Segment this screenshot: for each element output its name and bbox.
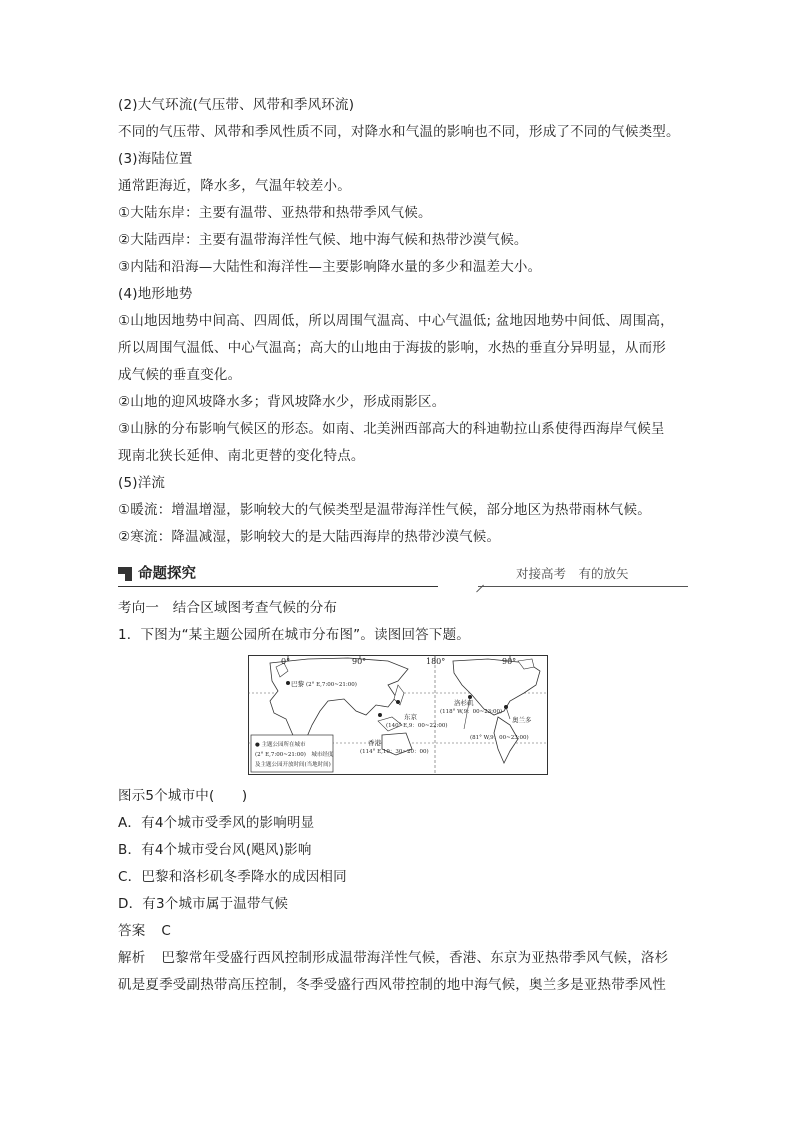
lon-label: 0° [281, 657, 291, 666]
map-svg [248, 655, 548, 775]
analysis-text-continued: 矶是夏季受副热带高压控制，冬季受盛行西风带控制的地中海气候，奥兰多是亚热带季风性 [118, 977, 666, 993]
lon-label: 90° [352, 657, 367, 666]
heading-land-sea-position: (3)海陆位置 [118, 151, 193, 167]
paragraph-line: 现南北狭长延伸、南北更替的变化特点。 [118, 448, 365, 464]
analysis-text: 巴黎常年受盛行西风控制形成温带海洋性气候，香港、东京为亚热带季风气候，洛杉 [161, 950, 669, 966]
section-rule-right [478, 586, 688, 587]
paragraph-line: ②寒流：降温减湿，影响较大的是大陆西海岸的热带沙漠气候。 [118, 529, 501, 545]
option-a: A．有4个城市受季风的影响明显 [118, 815, 315, 831]
question-text: 1．下图为“某主题公园所在城市分布图”。读图回答下题。 [118, 627, 470, 643]
section-tagline: 对接高考 有的放矢 [516, 566, 629, 581]
topic-heading: 考向一 结合区域图考查气候的分布 [118, 600, 338, 616]
analysis-label: 解析 [118, 950, 146, 966]
paragraph-line: ③内陆和沿海—大陆性和海洋性—主要影响降水量的多少和温差大小。 [118, 259, 542, 275]
paragraph-line: ②山地的迎风坡降水多；背风坡降水少，形成雨影区。 [118, 394, 446, 410]
paragraph-line: ①山地因地势中间高、四周低，所以周围气温高、中心气温低; 盆地因地势中间低、周围高， [118, 313, 674, 329]
paragraph-line: ①暖流：增温增湿，影响较大的气候类型是温带海洋性气候，部分地区为热带雨林气候。 [118, 502, 651, 518]
paragraph-line: 不同的气压带、风带和季风性质不同，对降水和气温的影响也不同，形成了不同的气候类型。 [118, 124, 680, 140]
option-d: D．有3个城市属于温带气候 [118, 896, 289, 912]
section-rule [118, 586, 438, 587]
answer-label: 答案 [118, 923, 146, 939]
section-title: 命题探究 [138, 566, 196, 582]
answer-value: C [161, 923, 172, 939]
paragraph-line: ③山脉的分布影响气候区的形态。如南、北美洲西部高大的科迪勒拉山系使得西海岸气候呈 [118, 421, 665, 437]
city-name: 东京 [404, 713, 417, 721]
legend-line: (2° E,7:00~21:00) 城市经度 [255, 752, 334, 758]
lon-label: 180° [426, 657, 446, 666]
text-block-climate-factors [118, 92, 688, 551]
question-stem: 图示5个城市中( ) [118, 788, 248, 804]
city-info: (81° W,9：00~23:00) [470, 735, 529, 741]
option-c: C．巴黎和洛杉矶冬季降水的成因相同 [118, 869, 347, 885]
answer-row [118, 918, 688, 945]
section-header [118, 559, 688, 589]
lon-label: 90° [502, 657, 517, 666]
city-distribution-map [248, 655, 548, 775]
city-name: 奥兰多 [512, 716, 532, 724]
section-mark-icon [118, 567, 132, 581]
city-info: (114° E,10：30~20：00) [360, 749, 429, 755]
legend-line: 及主题公园开放时间(当地时间) [255, 762, 331, 768]
city-info: (2° E,7:00~21:00) [306, 682, 357, 688]
analysis-row [118, 945, 688, 972]
option-b: B．有4个城市受台风(飓风)影响 [118, 842, 312, 858]
section-notch [469, 578, 484, 593]
heading-ocean-currents: (5)洋流 [118, 475, 166, 491]
paragraph-line: 所以周围气温低、中心气温高；高大的山地由于海拔的影响，水热的垂直分异明显，从而形 [118, 340, 666, 356]
heading-terrain: (4)地形地势 [118, 286, 193, 302]
paragraph-line: 通常距海近，降水多，气温年较差小。 [118, 178, 351, 194]
city-name: 洛杉矶 [454, 699, 474, 707]
city-name: 香港 [368, 739, 381, 747]
paragraph-line: 成气候的垂直变化。 [118, 367, 242, 383]
paragraph-line: ①大陆东岸：主要有温带、亚热带和热带季风气候。 [118, 205, 432, 221]
page-content [118, 92, 688, 999]
city-info: (140° E,9：00~22:00) [386, 723, 448, 729]
legend-line: ● 主题公园所在城市 [255, 742, 306, 748]
city-name: 巴黎 [291, 680, 304, 688]
city-info: (118° W,9：00~23:00) [440, 709, 503, 715]
paragraph-line: ②大陆西岸：主要有温带海洋性气候、地中海气候和热带沙漠气候。 [118, 232, 528, 248]
heading-atmospheric-circulation: (2)大气环流(气压带、风带和季风环流) [118, 97, 355, 113]
